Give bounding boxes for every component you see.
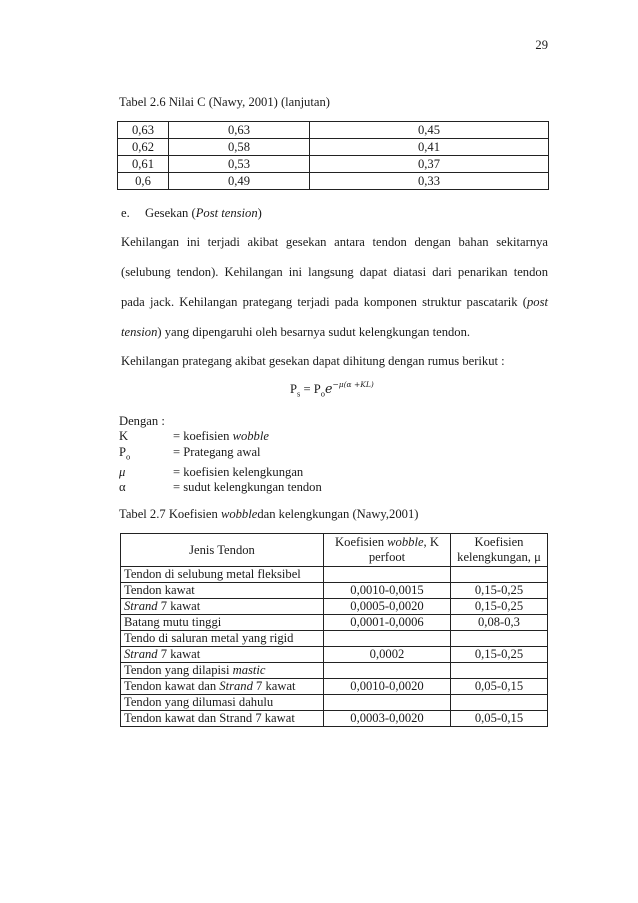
curvature-value xyxy=(451,631,548,647)
formula-exponent: −μ(α +KL) xyxy=(332,380,374,389)
paragraph-line-2: (selubung tendon). Kehilangan ini langsung dapat diatasi dari penarikan tendon xyxy=(121,265,548,279)
table-cell: 0,37 xyxy=(310,156,549,173)
definition-symbol xyxy=(119,445,173,465)
tendon-type: Tendon di selubung metal fleksibel xyxy=(121,567,324,583)
paragraph-line-4-text: ) yang dipengaruhi oleh besarnya sudut kelengkungan tendon. xyxy=(157,325,471,339)
curvature-value xyxy=(451,663,548,679)
paragraph-2: Kehilangan prategang akibat gesekan dapat dihitung dengan rumus berikut : xyxy=(121,354,505,368)
paragraph-line-4 xyxy=(121,325,548,340)
table-row xyxy=(118,156,549,173)
formula-equals: = xyxy=(300,382,314,397)
table-row xyxy=(121,647,548,663)
tendon-type: Tendon yang dilumasi dahulu xyxy=(121,695,324,711)
table-2-7-caption xyxy=(119,507,418,522)
definition-text: = sudut kelengkungan tendon xyxy=(173,480,322,495)
table-row xyxy=(121,711,548,727)
definition-item xyxy=(119,429,322,444)
table-row xyxy=(121,631,548,647)
header-italic: wobble xyxy=(387,535,424,549)
table-cell: 0,45 xyxy=(310,122,549,139)
tendon-type: Tendon kawat dan Strand 7 kawat xyxy=(121,711,324,727)
tendon-type: Tendon yang dilapisi mastic xyxy=(121,663,324,679)
table-cell: 0,62 xyxy=(118,139,169,156)
formula-lhs-sub: s xyxy=(297,388,301,399)
curvature-value: 0,15-0,25 xyxy=(451,599,548,615)
header-text-suffix: , K perfoot xyxy=(368,535,439,564)
table-cell: 0,58 xyxy=(169,139,310,156)
curvature-value: 0,15-0,25 xyxy=(451,583,548,599)
section-letter: e. xyxy=(121,206,130,220)
paragraph-line-3 xyxy=(121,295,548,310)
curvature-value: 0,08-0,3 xyxy=(451,615,548,631)
wobble-value xyxy=(324,663,451,679)
definition-item xyxy=(119,480,322,495)
column-header-wobble xyxy=(324,534,451,567)
definition-symbol xyxy=(119,429,173,444)
symbol-main: P xyxy=(119,444,127,459)
caption-italic: wobble xyxy=(220,507,258,521)
header-text: Koefisien xyxy=(335,535,388,549)
definition-symbol xyxy=(119,465,173,480)
wobble-value: 0,0002 xyxy=(324,647,451,663)
definition-item xyxy=(119,445,322,465)
wobble-value: 0,0010-0,0015 xyxy=(324,583,451,599)
table-row xyxy=(121,663,548,679)
friction-formula xyxy=(290,381,374,399)
tendon-type: Tendon kawat dan Strand 7 kawat xyxy=(121,679,324,695)
curvature-value: 0,05-0,15 xyxy=(451,711,548,727)
table-row xyxy=(121,679,548,695)
section-title-suffix: ) xyxy=(257,206,262,220)
tendon-type: Tendo di saluran metal yang rigid xyxy=(121,631,324,647)
table-row xyxy=(118,173,549,190)
wobble-value xyxy=(324,695,451,711)
formula-rhs: P xyxy=(313,382,321,397)
table-row xyxy=(118,139,549,156)
tendon-type: Strand 7 kawat xyxy=(121,647,324,663)
wobble-value xyxy=(324,631,451,647)
table-cell: 0,6 xyxy=(118,173,169,190)
tendon-type: Strand 7 kawat xyxy=(121,599,324,615)
definition-item xyxy=(119,465,322,480)
definition-text: = koefisien xyxy=(173,429,233,444)
definition-symbol xyxy=(119,480,173,495)
table-cell: 0,61 xyxy=(118,156,169,173)
paragraph-line-1: Kehilangan ini terjadi akibat gesekan antara tendon dengan bahan sekitarnya xyxy=(121,235,548,249)
table-2-6 xyxy=(117,121,549,190)
paragraph-line-4-italic: tension xyxy=(121,325,158,339)
wobble-value: 0,0010-0,0020 xyxy=(324,679,451,695)
wobble-value: 0,0005-0,0020 xyxy=(324,599,451,615)
definition-text: = Prategang awal xyxy=(173,444,261,459)
paragraph-line-3-text: pada jack. Kehilangan prategang terjadi pada komponen struktur pascatarik ( xyxy=(121,295,527,309)
table-cell: 0,53 xyxy=(169,156,310,173)
table-cell: 0,41 xyxy=(310,139,549,156)
table-cell: 0,33 xyxy=(310,173,549,190)
table-row xyxy=(121,615,548,631)
symbol-main: α xyxy=(119,480,126,495)
table-row xyxy=(118,122,549,139)
symbol-sub: o xyxy=(126,451,131,462)
table-row xyxy=(121,695,548,711)
table-2-7 xyxy=(120,533,548,727)
curvature-value xyxy=(451,695,548,711)
table-cell: 0,49 xyxy=(169,173,310,190)
table-row xyxy=(121,599,548,615)
wobble-value: 0,0001-0,0006 xyxy=(324,615,451,631)
symbol-main: K xyxy=(119,429,129,444)
section-title-italic: Post tension xyxy=(195,206,258,220)
wobble-value xyxy=(324,567,451,583)
table-row xyxy=(121,567,548,583)
curvature-value: 0,05-0,15 xyxy=(451,679,548,695)
definitions-block xyxy=(119,414,322,496)
table-2-6-caption: Tabel 2.6 Nilai C (Nawy, 2001) (lanjutan) xyxy=(119,95,330,109)
caption-text: Tabel 2.7 Koefisien xyxy=(119,507,221,521)
section-title-prefix: Gesekan ( xyxy=(145,206,196,220)
table-cell: 0,63 xyxy=(169,122,310,139)
table-cell: 0,63 xyxy=(118,122,169,139)
definition-text: = koefisien kelengkungan xyxy=(173,464,304,479)
tendon-type: Tendon kawat xyxy=(121,583,324,599)
curvature-value: 0,15-0,25 xyxy=(451,647,548,663)
curvature-value xyxy=(451,567,548,583)
caption-text-suffix: dan kelengkungan (Nawy,2001) xyxy=(257,507,419,521)
page-number: 29 xyxy=(535,38,548,52)
paragraph-line-3-italic: post xyxy=(527,295,548,309)
formula-lhs: P xyxy=(290,382,298,397)
column-header-jenis-tendon: Jenis Tendon xyxy=(121,534,324,567)
wobble-value: 0,0003-0,0020 xyxy=(324,711,451,727)
formula-exp-base: e xyxy=(325,381,333,397)
tendon-type: Batang mutu tinggi xyxy=(121,615,324,631)
table-row xyxy=(121,583,548,599)
column-header-kelengkungan: Koefisien kelengkungan, μ xyxy=(451,534,548,567)
definition-text-italic: wobble xyxy=(232,429,269,444)
formula-rhs-sub: o xyxy=(320,388,325,399)
section-heading xyxy=(121,206,262,221)
definitions-intro: Dengan : xyxy=(119,414,165,428)
symbol-main: μ xyxy=(119,464,126,479)
table-header-row xyxy=(121,534,548,567)
